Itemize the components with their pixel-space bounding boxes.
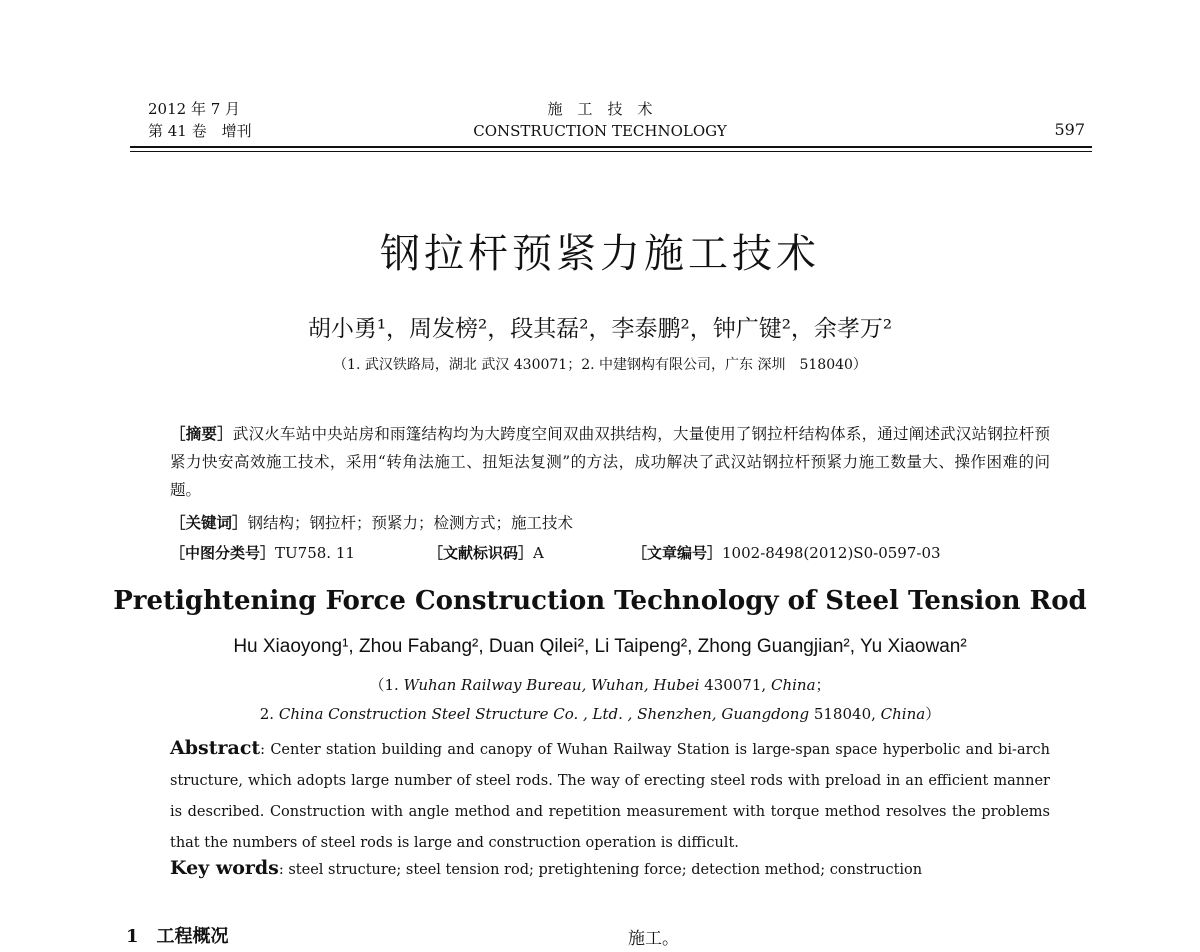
authors-chinese: 胡小勇¹，周发榜²，段其磊²，李泰鹏²，钟广键²，余孝万² <box>307 316 893 342</box>
aff2-num: 2. <box>259 705 279 723</box>
aff2-postcode: 518040, <box>809 705 881 723</box>
authors-english: Hu Xiaoyong¹, Zhou Fabang², Duan Qilei², Li Taipeng², Zhong Guangjian², Yu Xiaowan² <box>233 636 967 657</box>
abstract-cn-text: 武汉火车站中央站房和雨篷结构均为大跨度空间双曲双拱结构，大量使用了钢拉杆结构体系，通过阐述武汉站钢拉杆预紧力快安高效施工技术，采用“转角法施工、扭矩法复测”的方法，成功解决了武汉站钢拉杆预紧力施工数量大、操作困难的问题。 <box>170 425 1050 499</box>
aff1-close: ； <box>815 676 831 694</box>
clc-label: ［中图分类号］ <box>170 544 276 562</box>
abstract-chinese <box>170 420 1050 504</box>
title-chinese: 钢拉杆预紧力施工技术 <box>380 231 820 277</box>
clc-code <box>170 540 355 566</box>
abstract-en-label: Abstract <box>170 737 261 759</box>
aff1-country: China <box>770 676 816 694</box>
abstract-english <box>170 733 1050 859</box>
keywords-cn-label: ［关键词］ <box>170 513 248 532</box>
affiliation-english-2 <box>0 703 1200 724</box>
aff2-name: China Construction Steel Structure Co. , Ltd. , Shenzhen, Guangdong <box>278 705 810 723</box>
aff1-name: Wuhan Railway Bureau, Wuhan, Hubei <box>403 676 700 694</box>
article-label: ［文章编号］ <box>632 544 723 562</box>
column-2-text: 施工。 <box>628 929 679 949</box>
clc-value: TU758. 11 <box>275 544 355 562</box>
journal-name-cn: 施 工 技 术 <box>547 100 653 118</box>
abstract-en-text: : Center station building and canopy of Wuhan Railway Station is large-span space hyperbolic and bi-arch structure, which adopts large number of steel rods. The way of erecting steel rods with preload in an efficient manner is described. Construction with angle method and repetition measurement with torque method resolves the problems that the numbers of steel rods is large and construction operation is difficult. <box>170 742 1050 851</box>
aff1-postcode: 430071, <box>699 676 771 694</box>
title-english: Pretightening Force Construction Technology of Steel Tension Rod <box>113 586 1087 616</box>
aff2-country: China <box>880 705 926 723</box>
section-1-title: 工程概况 <box>156 926 229 947</box>
keywords-cn-text: 钢结构；钢拉杆；预紧力；检测方式；施工技术 <box>247 514 574 532</box>
article-number <box>632 540 941 566</box>
doc-code <box>428 540 544 566</box>
keywords-english <box>170 854 1050 884</box>
journal-name-en: CONSTRUCTION TECHNOLOGY <box>473 122 727 140</box>
header-journal <box>0 98 1200 142</box>
section-1-number: 1 <box>126 926 139 947</box>
header-rule-thin <box>130 151 1092 152</box>
aff1-open: （1. <box>369 676 404 694</box>
aff2-close: ） <box>925 705 941 723</box>
page-number: 597 <box>1054 120 1085 139</box>
doc-label: ［文献标识码］ <box>428 544 534 562</box>
affiliation-english-1 <box>0 674 1200 695</box>
keywords-chinese <box>170 510 1050 536</box>
article-value: 1002-8498(2012)S0-0597-03 <box>722 544 941 562</box>
affiliations-chinese: （1. 武汉铁路局，湖北 武汉 430071；2. 中建钢构有限公司，广东 深圳 518040） <box>333 357 867 373</box>
abstract-cn-label: ［摘要］ <box>170 424 233 443</box>
keywords-en-text: : steel structure; steel tension rod; pretightening force; detection method; construction <box>278 862 923 878</box>
issue-date: 2012 年 7 月 <box>148 100 241 118</box>
keywords-en-label: Key words <box>170 857 279 879</box>
section-1-heading <box>126 922 229 948</box>
volume-info: 第 41 卷 增刊 <box>148 122 252 140</box>
header-rule-thick <box>130 146 1092 148</box>
doc-value: A <box>533 544 544 562</box>
